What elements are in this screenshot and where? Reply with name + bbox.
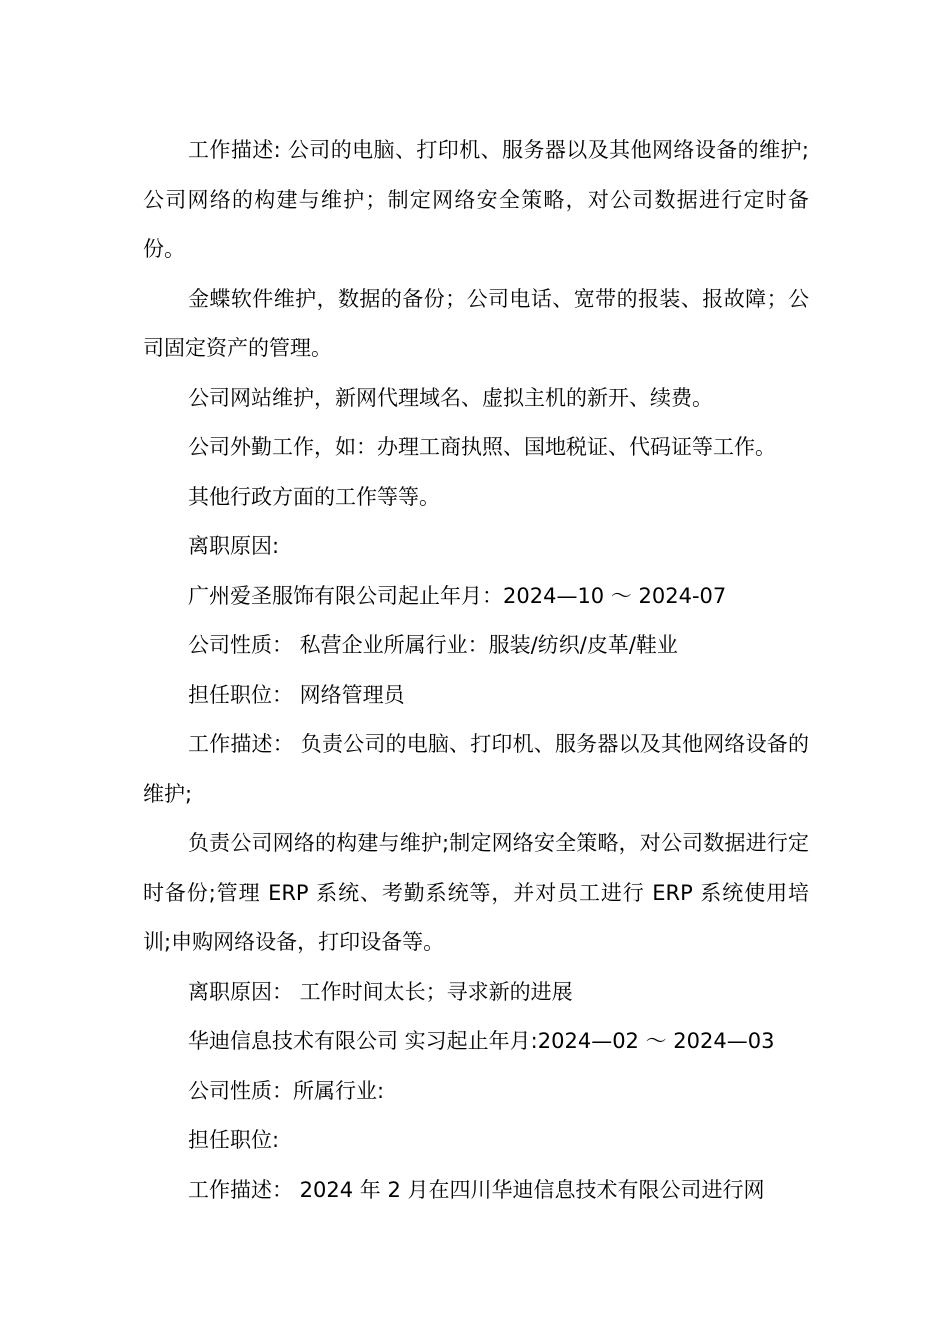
paragraph-company-2-position: 担任职位： 网络管理员	[188, 682, 405, 707]
paragraph-field-work: 公司外勤工作，如：办理工商执照、国地税证、代码证等工作。	[188, 435, 776, 459]
document-body	[143, 126, 809, 1215]
paragraph-company-2-period: 广州爱圣服饰有限公司起止年月：2024—10 ～ 2024-07	[188, 583, 727, 608]
paragraph-company-3-period: 华迪信息技术有限公司 实习起止年月:2024—02 ～ 2024—03	[188, 1029, 775, 1053]
paragraph-company-3-position: 担任职位:	[188, 1128, 280, 1152]
paragraph-company-2-description-cont: 负责公司网络的构建与维护;制定网络安全策略，对公司数据进行定时备份;管理 ERP 系统、考勤系统等，并对员工进行 ERP 系统使用培训;申购网络设备，打印设备等。	[143, 831, 809, 954]
paragraph-admin-work: 其他行政方面的工作等等。	[188, 484, 440, 509]
paragraph-job-description-1: 工作描述: 公司的电脑、打印机、服务器以及其他网络设备的维护;公司网络的构建与维护；制定网络安全策略，对公司数据进行定时备份。	[143, 138, 809, 261]
paragraph-company-2-nature: 公司性质： 私营企业所属行业：服装/纺织/皮革/鞋业	[188, 633, 678, 657]
paragraph-software-maintenance: 金蝶软件维护，数据的备份；公司电话、宽带的报装、报故障；公司固定资产的管理。	[143, 286, 809, 360]
paragraph-company-3-description: 工作描述： 2024 年 2 月在四川华迪信息技术有限公司进行网	[188, 1177, 765, 1202]
paragraph-company-3-nature: 公司性质：所属行业:	[188, 1078, 385, 1103]
paragraph-company-2-description: 工作描述： 负责公司的电脑、打印机、服务器以及其他网络设备的维护;	[143, 732, 809, 806]
paragraph-leave-reason-2: 离职原因： 工作时间太长；寻求新的进展	[188, 979, 573, 1004]
paragraph-website-maintenance: 公司网站维护，新网代理域名、虚拟主机的新开、续费。	[188, 385, 713, 410]
paragraph-leave-reason-1: 离职原因:	[188, 534, 280, 558]
